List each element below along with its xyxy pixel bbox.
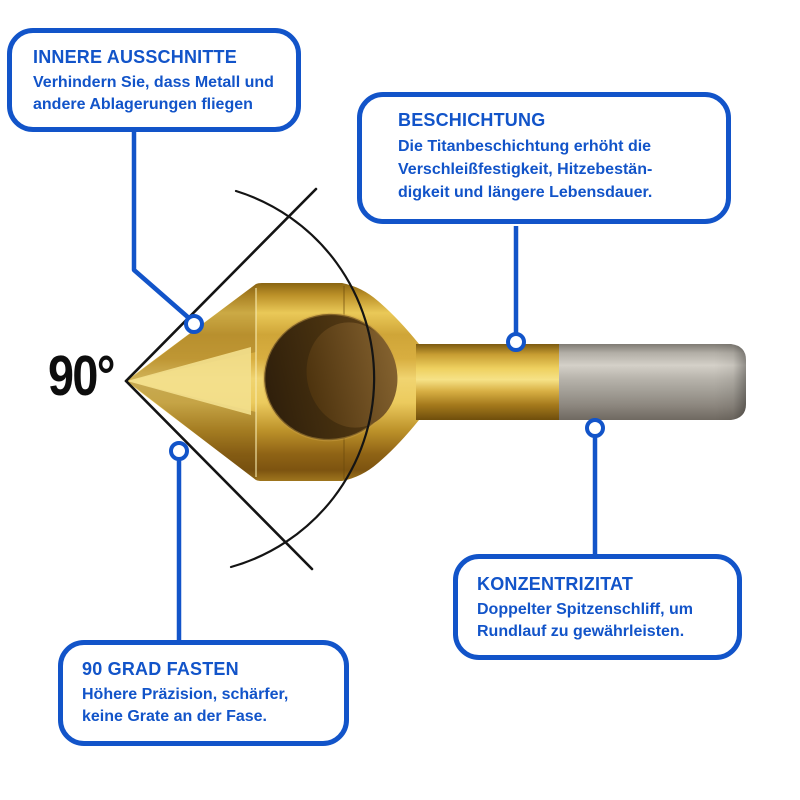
connector-inner-cutouts [134, 131, 190, 319]
angle-value-label: 90° [48, 344, 114, 408]
callout-title: KONZENTRIZITAT [477, 574, 634, 594]
callout-title: INNERE AUSSCHNITTE [33, 47, 237, 67]
marker-coating [508, 334, 524, 350]
callout-text-line: Rundlauf zu gewährleisten. [477, 623, 685, 640]
drill-bit [126, 283, 746, 481]
callout-text-line: Verschleißfestigkeit, Hitzebestän- [398, 161, 653, 178]
callout-text-line: Höhere Präzision, schärfer, [82, 686, 289, 703]
marker-inner-cutouts [186, 316, 202, 332]
callout-text-line: andere Ablagerungen fliegen [33, 96, 253, 113]
callout-text-line: Verhindern Sie, dass Metall und [33, 74, 274, 91]
callout-text-line: Die Titanbeschichtung erhöht die [398, 138, 652, 155]
callout-title: BESCHICHTUNG [398, 110, 546, 130]
marker-concentricity [587, 420, 603, 436]
callout-title: 90 GRAD FASTEN [82, 659, 239, 679]
marker-chamfer [171, 443, 187, 459]
titanium-neck [416, 344, 559, 420]
callout-text-line: digkeit und längere Lebensdauer. [398, 184, 653, 201]
callout-chamfer-90 [58, 640, 349, 746]
callout-text-line: Doppelter Spitzenschliff, um [477, 601, 694, 618]
shank-end-shade [714, 344, 746, 420]
callout-coating [357, 92, 731, 224]
callout-inner-cutouts [7, 28, 301, 132]
callout-text-line: keine Grate an der Fase. [82, 708, 267, 725]
callout-concentricity [453, 554, 742, 660]
